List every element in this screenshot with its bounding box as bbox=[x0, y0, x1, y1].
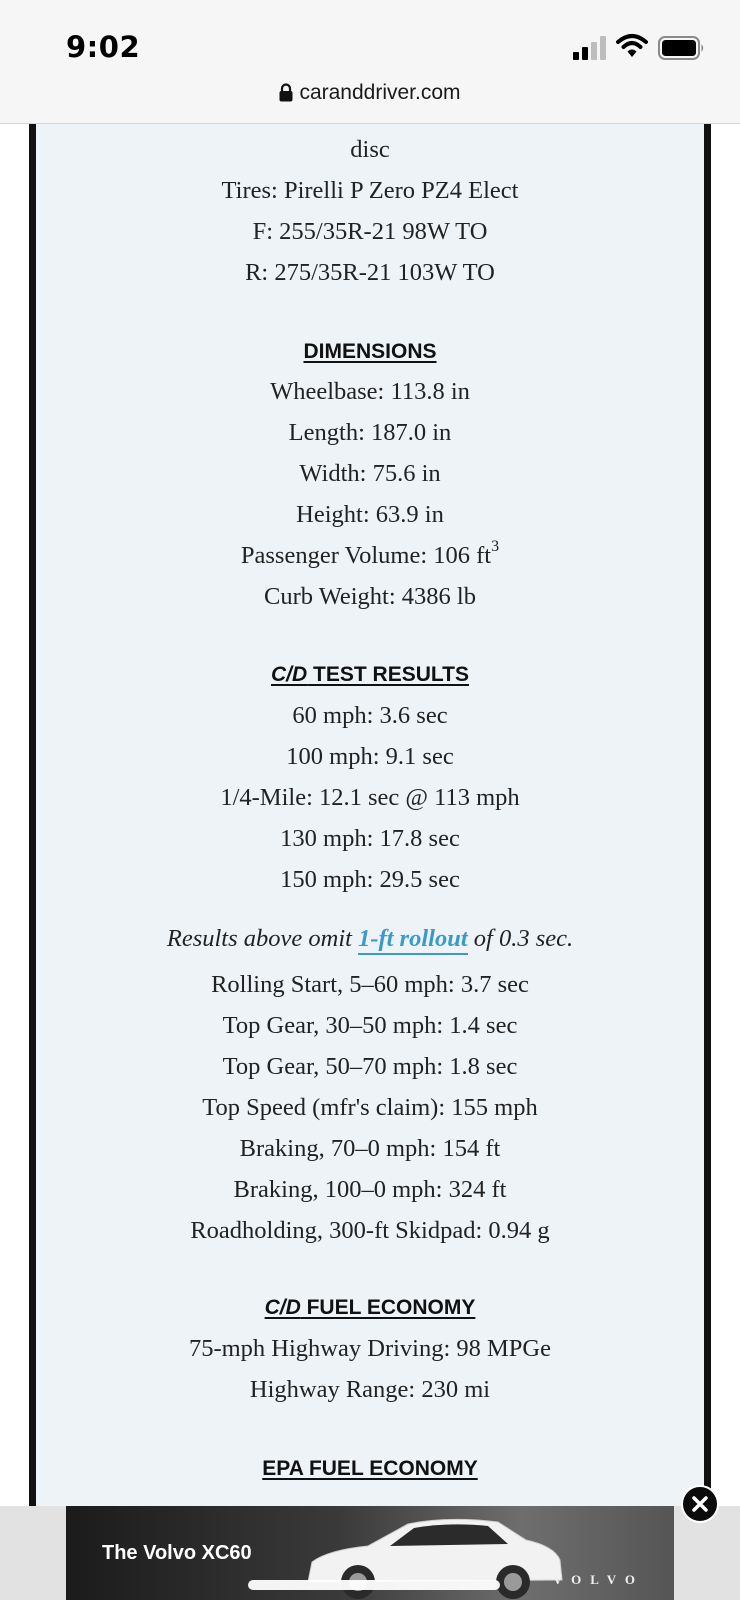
spec-passenger-volume: Passenger Volume: 106 $ft^3$ bbox=[240, 538, 500, 569]
home-indicator bbox=[248, 1580, 500, 1590]
rollout-link[interactable]: 1-ft rollout bbox=[358, 925, 468, 955]
fuel-economy-line: 75-mph Highway Driving: 98 MPGe bbox=[188, 1335, 552, 1362]
ad-title: The Volvo XC60 bbox=[102, 1542, 252, 1564]
spec-wheelbase: Wheelbase: 113.8 in bbox=[270, 378, 470, 405]
test-result-line: Braking, 100–0 mph: 324 ft bbox=[233, 1176, 507, 1203]
ad-close-button[interactable] bbox=[681, 1485, 719, 1523]
battery-icon bbox=[658, 36, 706, 60]
spec-curb-weight: Curb Weight: 4386 lb bbox=[264, 583, 476, 610]
spec-width: Width: 75.6 in bbox=[299, 460, 441, 487]
spec-box bbox=[29, 124, 711, 1506]
status-time: 9:02 bbox=[66, 30, 141, 64]
url-text: caranddriver.com bbox=[299, 81, 461, 104]
address-bar[interactable] bbox=[0, 78, 740, 108]
test-result-line: Top Speed (mfr's claim): 155 mph bbox=[202, 1094, 538, 1121]
spec-height: Height: 63.9 in bbox=[296, 501, 444, 528]
test-result-line: Top Gear, 50–70 mph: 1.8 sec bbox=[222, 1053, 518, 1080]
test-result-line: Top Gear, 30–50 mph: 1.4 sec bbox=[222, 1012, 518, 1039]
fuel-economy-heading: C/D FUEL ECONOMY bbox=[264, 1296, 476, 1319]
test-result-line: 60 mph: 3.6 sec bbox=[292, 702, 448, 729]
ad-brand-logo: VOLVO bbox=[553, 1572, 644, 1587]
wifi-icon bbox=[616, 33, 648, 59]
epa-heading: EPA FUEL ECONOMY bbox=[262, 1457, 478, 1480]
spec-tires: Tires: Pirelli P Zero PZ4 Elect bbox=[221, 177, 519, 204]
test-result-line: Rolling Start, 5–60 mph: 3.7 sec bbox=[211, 971, 529, 998]
rollout-note: Results above omit 1-ft rollout of 0.3 sec. bbox=[36, 923, 704, 955]
dimensions-heading: DIMENSIONS bbox=[303, 340, 437, 363]
status-bar bbox=[0, 0, 740, 124]
test-results-heading: C/D TEST RESULTS bbox=[271, 663, 469, 686]
spec-tires-front: F: 255/35R-21 98W TO bbox=[252, 218, 488, 245]
spec-line: disc bbox=[350, 136, 390, 163]
spec-tires-rear: R: 275/35R-21 103W TO bbox=[245, 259, 495, 286]
test-result-line: Braking, 70–0 mph: 154 ft bbox=[239, 1135, 501, 1162]
close-icon bbox=[683, 1487, 717, 1521]
test-result-line: 1/4-Mile: 12.1 sec @ 113 mph bbox=[220, 784, 520, 811]
test-result-line: 130 mph: 17.8 sec bbox=[280, 825, 460, 852]
fuel-economy-line: Highway Range: 230 mi bbox=[249, 1376, 491, 1403]
test-result-line: 150 mph: 29.5 sec bbox=[280, 866, 460, 893]
test-result-line: 100 mph: 9.1 sec bbox=[286, 743, 454, 770]
cellular-signal-icon bbox=[573, 34, 607, 60]
test-result-line: Roadholding, 300-ft Skidpad: 0.94 g bbox=[190, 1217, 550, 1244]
lock-icon bbox=[279, 83, 293, 102]
spec-length: Length: 187.0 in bbox=[288, 419, 452, 446]
